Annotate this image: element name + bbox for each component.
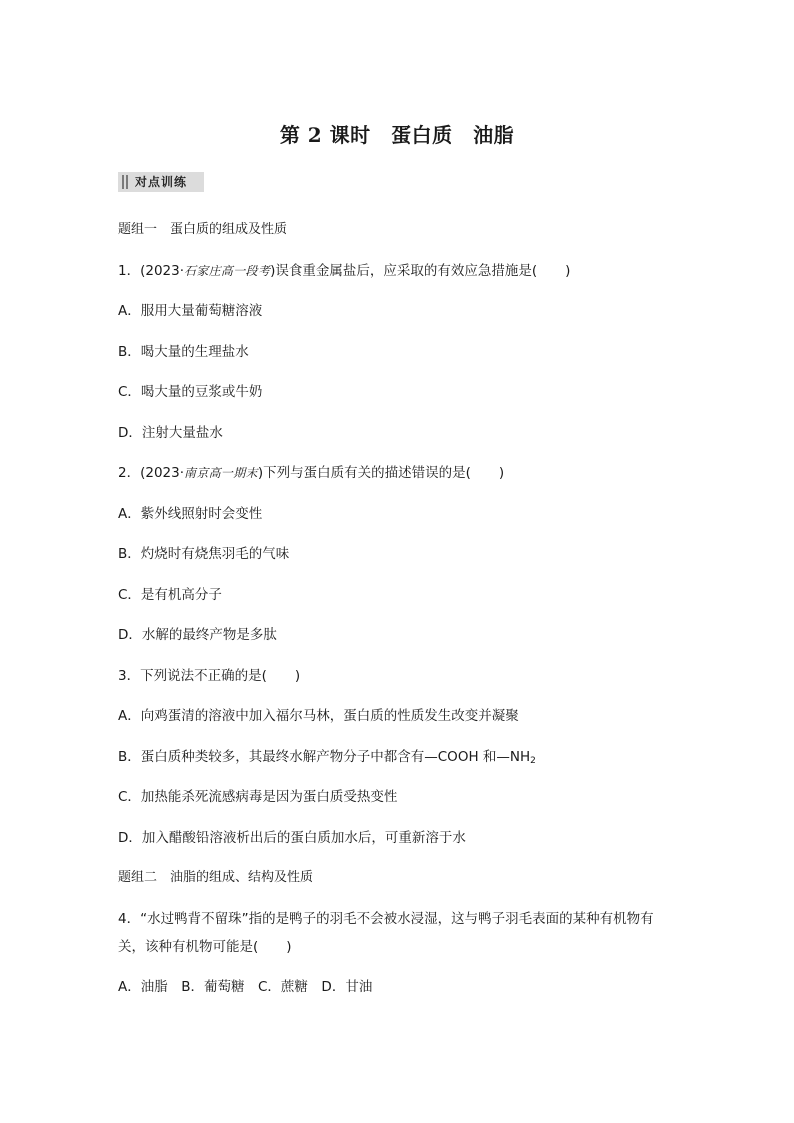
question-2-option-c: C．是有机高分子 <box>118 587 222 603</box>
section-badge-label: 对点训练 <box>135 175 188 189</box>
question-1-source: 石家庄高一段考 <box>184 264 271 278</box>
question-3-stem: 3．下列说法不正确的是( <box>118 668 267 684</box>
question-3-close: ) <box>294 668 301 684</box>
group-heading-2: 题组二 油脂的组成、结构及性质 <box>118 870 314 885</box>
question-2-option-b: B．灼烧时有烧焦羽毛的气味 <box>118 546 290 562</box>
question-4-line-2 <box>118 937 718 957</box>
question-3-option-c: C．加热能杀死流感病毒是因为蛋白质受热变性 <box>118 789 398 805</box>
question-2-source: 南京高一期末 <box>184 466 258 480</box>
question-3-option-d: D．加入醋酸铅溶液析出后的蛋白质加水后，可重新溶于水 <box>118 830 466 846</box>
question-1 <box>118 261 718 281</box>
question-3 <box>118 666 718 686</box>
question-4-line-1: 4．“水过鸭背不留珠”指的是鸭子的羽毛不会被水浸湿，这与鸭子羽毛表面的某种有机物有 <box>118 911 654 927</box>
question-2-option-d: D．水解的最终产物是多肽 <box>118 627 277 643</box>
question-2 <box>118 463 718 483</box>
question-1-option-a: A．服用大量葡萄糖溶液 <box>118 303 263 319</box>
question-1-option-b: B．喝大量的生理盐水 <box>118 344 249 360</box>
group-heading-1: 题组一 蛋白质的组成及性质 <box>118 222 288 237</box>
question-4-stem: 关，该种有机物可能是( <box>118 939 259 955</box>
question-2-stem: )下列与蛋白质有关的描述错误的是( <box>257 465 471 481</box>
badge-bars-icon <box>122 175 128 189</box>
question-3-option-b-text: B．蛋白质种类较多，其最终水解产物分子中都含有—COOH 和—NH <box>118 749 531 765</box>
question-4-close: ) <box>286 939 292 955</box>
question-1-option-d: D．注射大量盐水 <box>118 425 223 441</box>
question-2-close: ) <box>498 465 505 481</box>
subscript-2: 2 <box>530 756 536 766</box>
section-badge <box>118 172 204 192</box>
question-2-option-a: A．紫外线照射时会变性 <box>118 506 263 522</box>
question-4-options: A．油脂 B．葡萄糖 C．蔗糖 D．甘油 <box>118 979 373 995</box>
question-3-option-b <box>118 747 718 767</box>
question-1-stem: )误食重金属盐后，应采取的有效应急措施是( <box>270 263 538 279</box>
question-1-option-c: C．喝大量的豆浆或牛奶 <box>118 384 263 400</box>
question-1-number: 1．(2023· <box>118 263 185 279</box>
question-2-number: 2．(2023· <box>118 465 185 481</box>
question-1-close: ) <box>565 263 571 279</box>
question-3-option-a: A．向鸡蛋清的溶液中加入福尔马林，蛋白质的性质发生改变并凝聚 <box>118 708 519 724</box>
page-title: 第 2 课时 蛋白质 油脂 <box>279 123 515 147</box>
